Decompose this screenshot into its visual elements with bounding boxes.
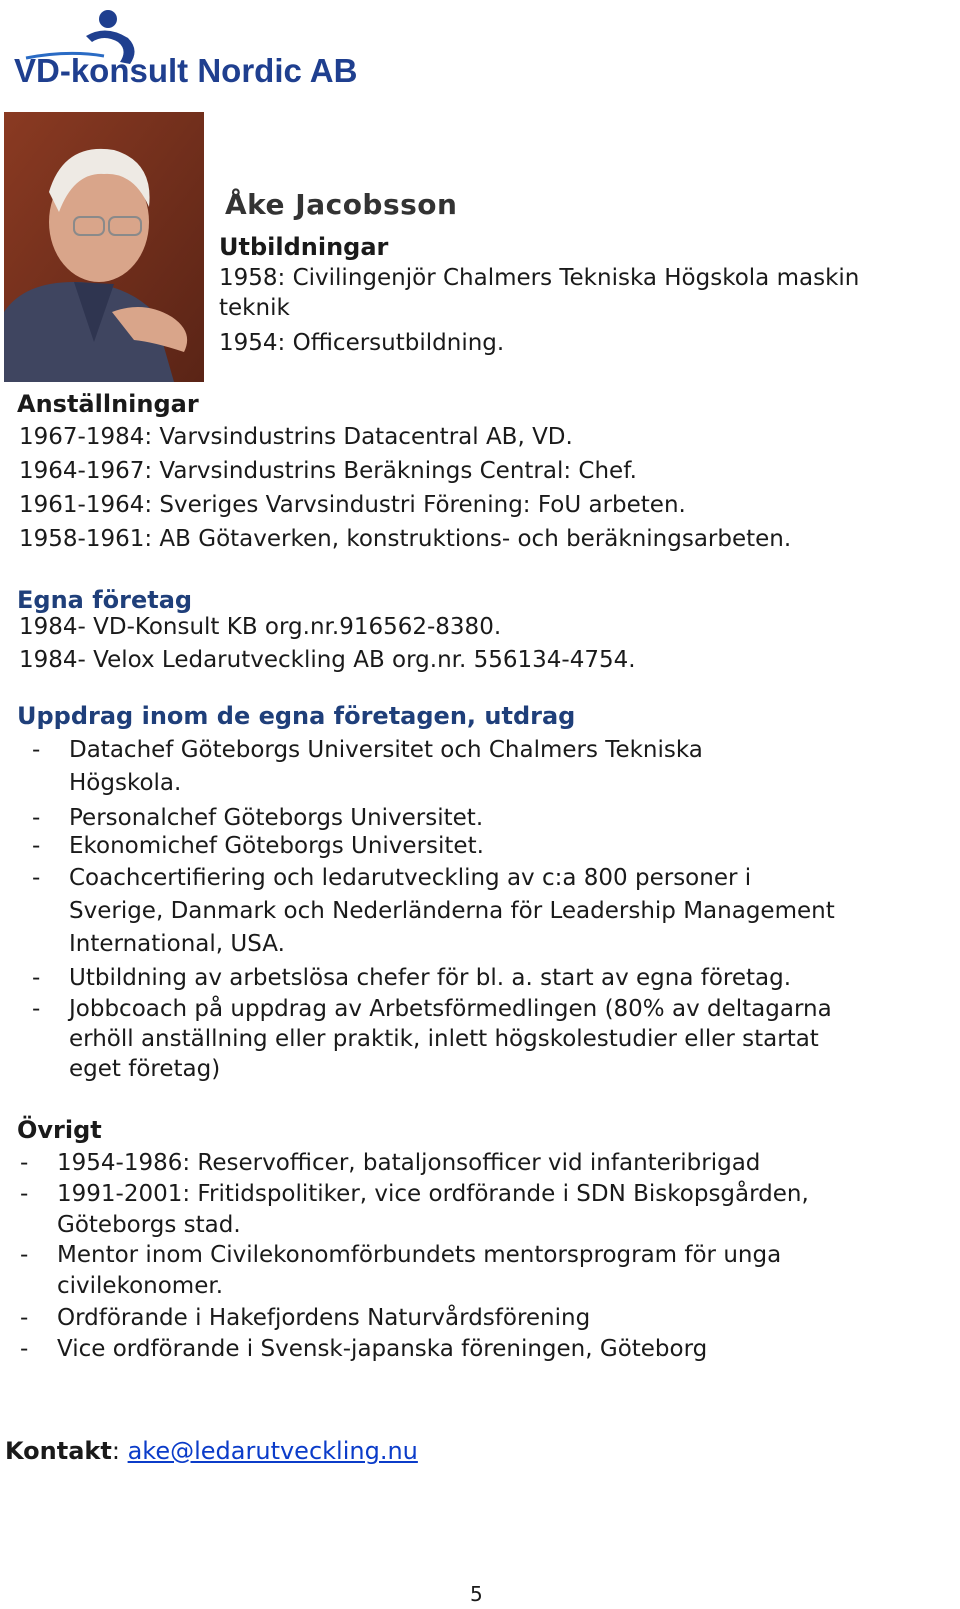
bullet-dash: - <box>32 865 41 891</box>
ovrigt-item <box>20 1179 809 1241</box>
uppdrag-item <box>32 963 791 994</box>
uppdrag-line: Jobbcoach på uppdrag av Arbetsförmedlingen (80% av deltagarna <box>69 996 832 1022</box>
ovrigt-item <box>20 1240 781 1302</box>
bullet-dash: - <box>32 737 41 763</box>
ovrigt-item <box>20 1148 760 1179</box>
section-heading-ovrigt: Övrigt <box>17 1116 102 1144</box>
bullet-dash: - <box>20 1242 29 1268</box>
anstallning-item: 1964-1967: Varvsindustrins Beräknings Central: Chef. <box>19 458 637 484</box>
section-heading-utbildningar: Utbildningar <box>219 233 389 261</box>
ovrigt-line: 1991-2001: Fritidspolitiker, vice ordförande i SDN Biskopsgården, <box>57 1181 809 1207</box>
uppdrag-line: Utbildning av arbetslösa chefer för bl. a. start av egna företag. <box>69 965 792 991</box>
uppdrag-item <box>32 994 832 1085</box>
bullet-dash: - <box>20 1305 29 1331</box>
uppdrag-item <box>32 831 484 862</box>
uppdrag-line: Personalchef Göteborgs Universitet. <box>69 805 484 831</box>
ovrigt-item <box>20 1303 590 1334</box>
utbildning-item: 1954: Officersutbildning. <box>219 330 505 356</box>
contact-separator: : <box>111 1437 120 1465</box>
uppdrag-line: International, USA. <box>69 931 285 957</box>
utbildning-item: teknik <box>219 295 290 321</box>
ovrigt-line: 1954-1986: Reservofficer, bataljonsofficer vid infanteribrigad <box>57 1150 761 1176</box>
ovrigt-line: Göteborgs stad. <box>57 1212 241 1238</box>
contact-line <box>5 1437 418 1465</box>
contact-label: Kontakt <box>5 1437 112 1465</box>
bullet-dash: - <box>32 805 41 831</box>
uppdrag-item <box>32 803 483 834</box>
anstallning-item: 1967-1984: Varvsindustrins Datacentral AB, VD. <box>19 424 573 450</box>
contact-email-link[interactable]: ake@ledarutveckling.nu <box>127 1437 418 1465</box>
foretag-item: 1984- VD-Konsult KB org.nr.916562-8380. <box>19 614 502 640</box>
foretag-item: 1984- Velox Ledarutveckling AB org.nr. 556134-4754. <box>19 647 636 673</box>
section-heading-uppdrag: Uppdrag inom de egna företagen, utdrag <box>17 702 576 730</box>
anstallning-item: 1961-1964: Sveriges Varvsindustri Förening: FoU arbeten. <box>19 492 686 518</box>
company-logo <box>8 6 368 86</box>
anstallning-item: 1958-1961: AB Götaverken, konstruktions- och beräkningsarbeten. <box>19 526 792 552</box>
uppdrag-item <box>32 863 835 960</box>
bullet-dash: - <box>20 1336 29 1362</box>
uppdrag-line: eget företag) <box>69 1056 221 1082</box>
bullet-dash: - <box>32 833 41 859</box>
person-name: Åke Jacobsson <box>225 188 458 221</box>
page-number: 5 <box>470 1582 483 1606</box>
bullet-dash: - <box>20 1150 29 1176</box>
utbildning-item: 1958: Civilingenjör Chalmers Tekniska Högskola maskin <box>219 265 860 291</box>
uppdrag-line: Coachcertifiering och ledarutveckling av c:a 800 personer i <box>69 865 752 891</box>
section-heading-egna-foretag: Egna företag <box>17 586 193 614</box>
portrait-photo <box>4 112 204 382</box>
uppdrag-item <box>32 735 703 799</box>
ovrigt-line: civilekonomer. <box>57 1273 224 1299</box>
uppdrag-line: Datachef Göteborgs Universitet och Chalmers Tekniska <box>69 737 703 763</box>
uppdrag-line: erhöll anställning eller praktik, inlett högskolestudier eller startat <box>69 1026 819 1052</box>
uppdrag-line: Ekonomichef Göteborgs Universitet. <box>69 833 484 859</box>
ovrigt-item <box>20 1334 707 1365</box>
uppdrag-line: Högskola. <box>69 770 182 796</box>
bullet-dash: - <box>20 1181 29 1207</box>
logo-text: VD-konsult Nordic AB <box>14 52 358 86</box>
uppdrag-line: Sverige, Danmark och Nederländerna för Leadership Management <box>69 898 835 924</box>
bullet-dash: - <box>32 965 41 991</box>
ovrigt-line: Ordförande i Hakefjordens Naturvårdsförening <box>57 1305 591 1331</box>
bullet-dash: - <box>32 996 41 1022</box>
ovrigt-line: Vice ordförande i Svensk-japanska föreningen, Göteborg <box>57 1336 708 1362</box>
ovrigt-line: Mentor inom Civilekonomförbundets mentorsprogram för unga <box>57 1242 782 1268</box>
section-heading-anstallningar: Anställningar <box>17 390 199 418</box>
